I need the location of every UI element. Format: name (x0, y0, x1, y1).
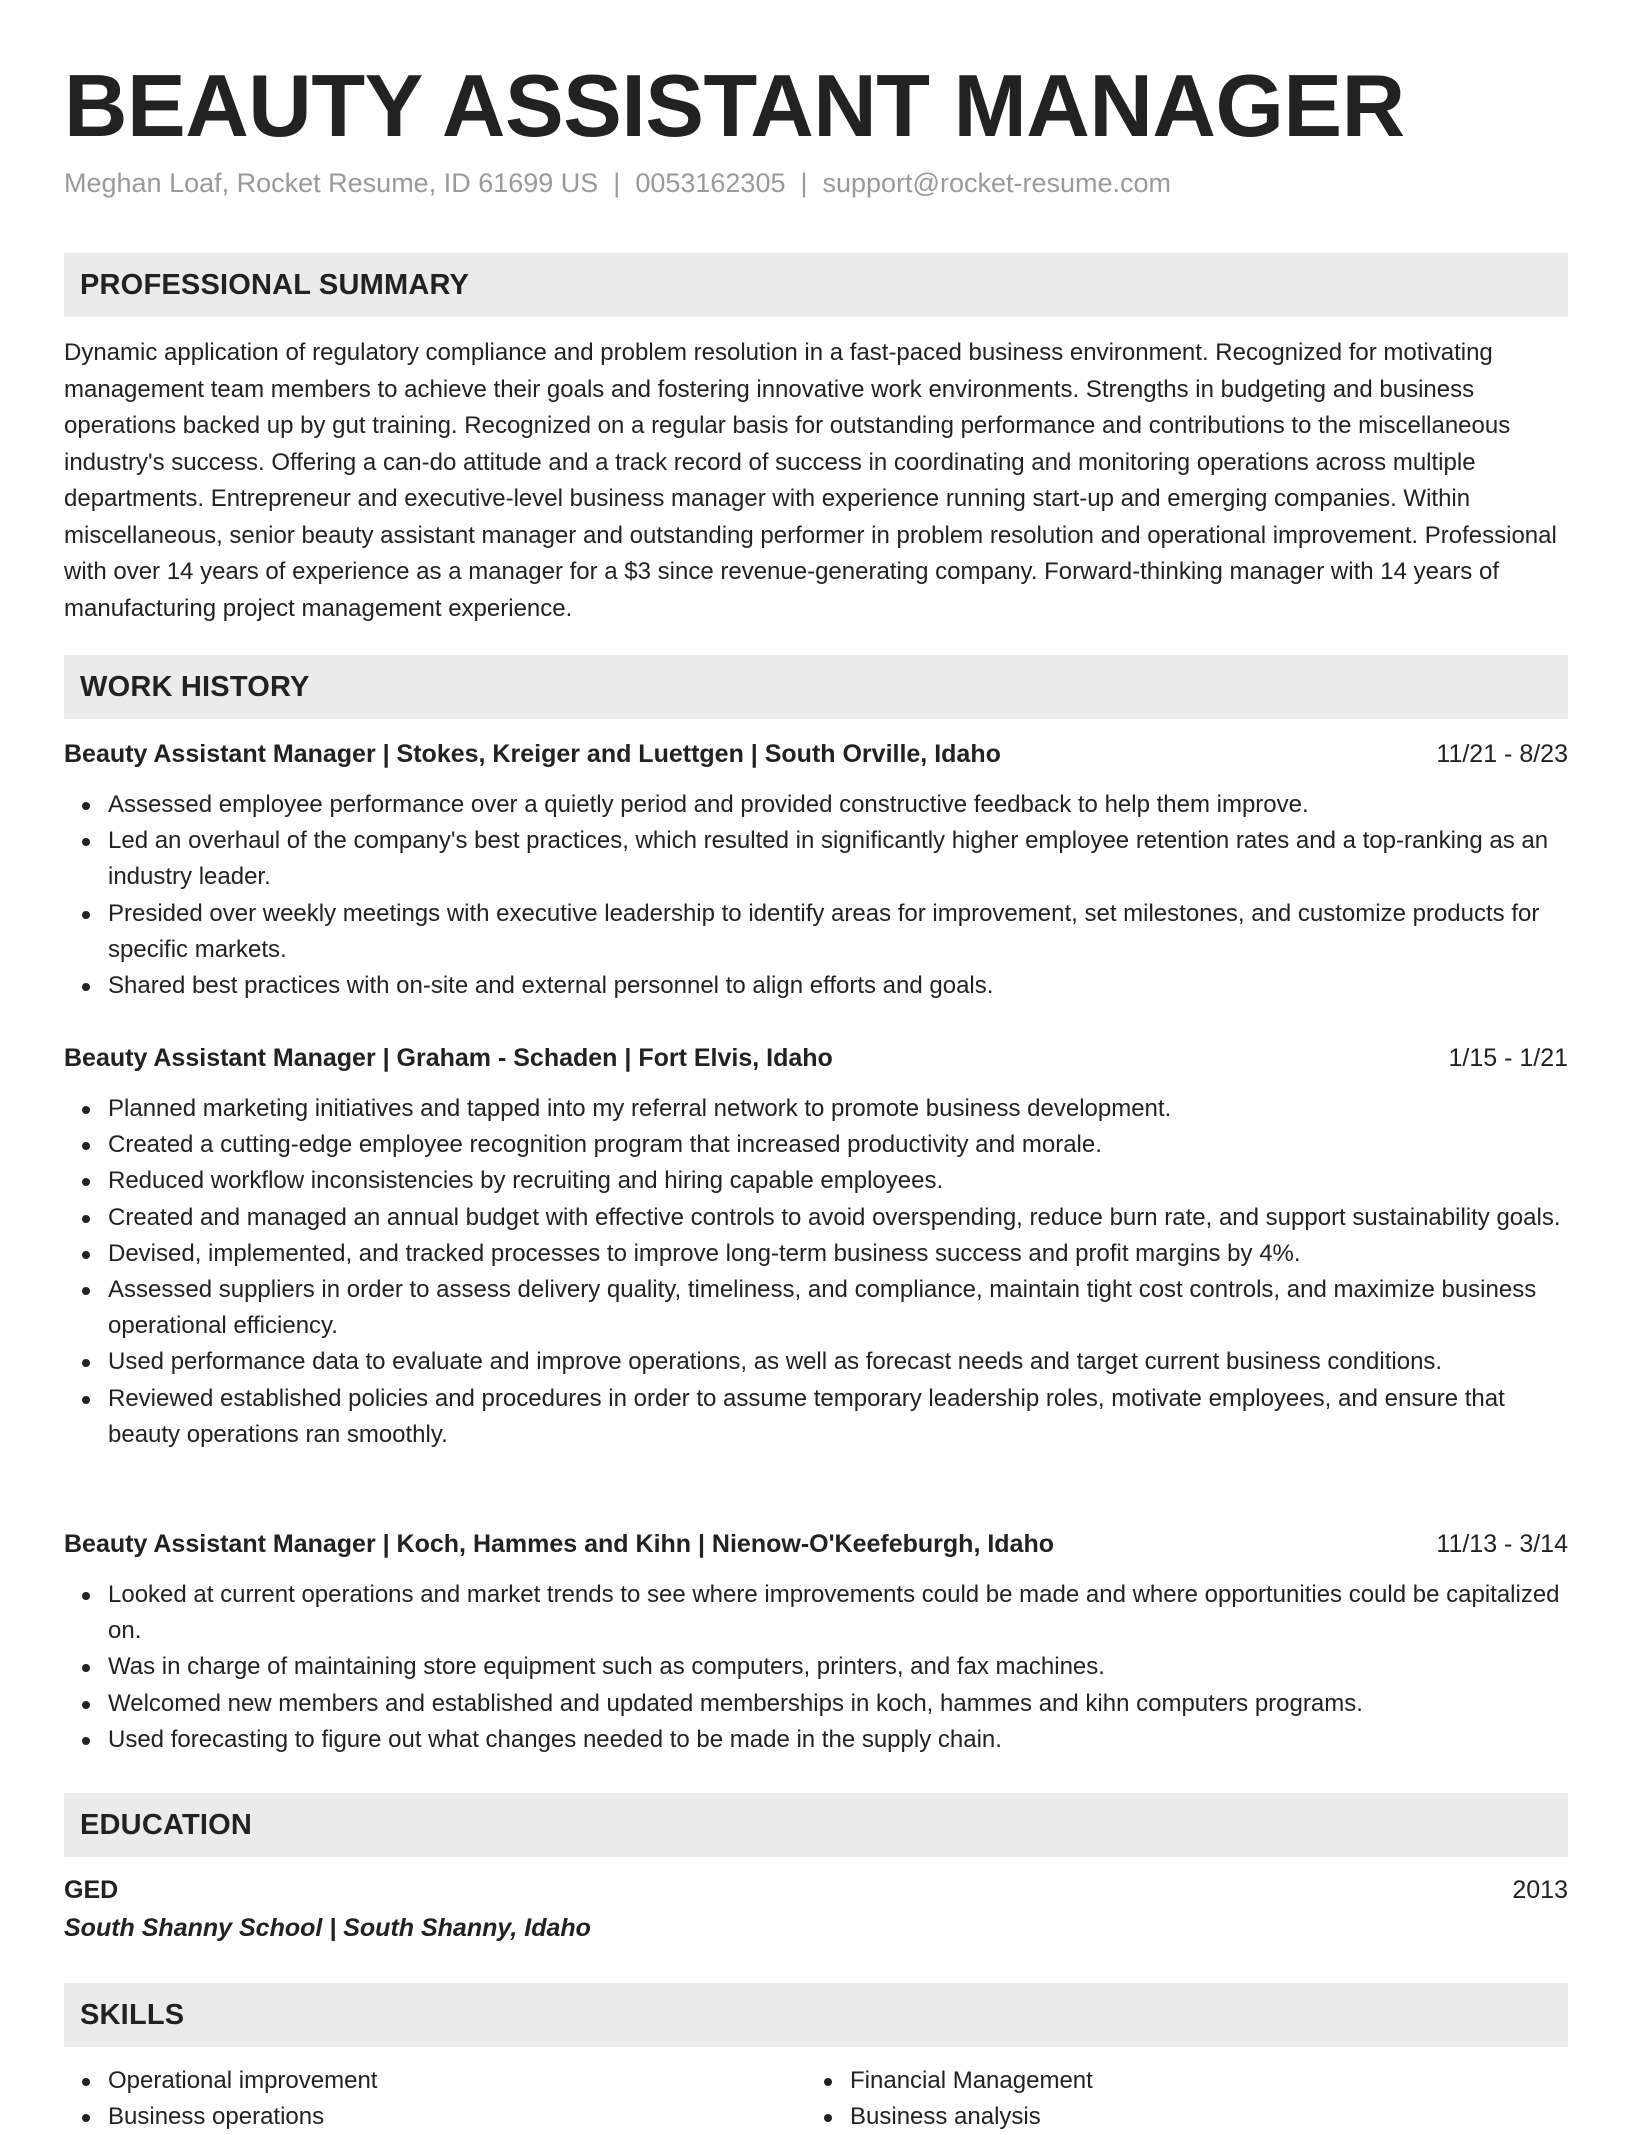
list-item: Created and managed an annual budget with effective controls to avoid overspending, reduce burn rate, and support sustainability goals. (108, 1200, 1568, 1236)
list-item: Financial Management (850, 2063, 1548, 2099)
job-heading: Beauty Assistant Manager | Koch, Hammes and Kihn | Nienow-O'Keefeburgh, Idaho (64, 1530, 1055, 1558)
contact-phone: 0053162305 (635, 168, 786, 198)
job-bullets (64, 787, 1568, 1004)
skills-column-right (806, 2063, 1548, 2135)
job-bullets (64, 1091, 1568, 1453)
list-item: Looked at current operations and market trends to see where improvements could be made and where opportunities could be capitalized on. (108, 1577, 1568, 1649)
section-heading: SKILLS (64, 1983, 1568, 2047)
summary-text: Dynamic application of regulatory compliance and problem resolution in a fast-paced business environment. Recognized for motivating management team members to achieve their goals and fostering innovative work environments. Strengths in budgeting and business operations backed up by gut training. Recognized on a regular basis for outstanding performance and contributions to the miscellaneous industry's success. Offering a can-do attitude and a track record of success in coordinating and monitoring operations across multiple departments. Entrepreneur and executive-level business manager with experience running start-up and emerging companies. Within miscellaneous, senior beauty assistant manager and outstanding performer in problem resolution and operational improvement. Professional with over 14 years of experience as a manager for a $3 since revenue-generating company. Forward-thinking manager with 14 years of manufacturing project management experience. (64, 339, 1557, 622)
list-item: Led an overhaul of the company's best practices, which resulted in significantly higher employee retention rates and a top-ranking as an industry leader. (108, 823, 1568, 895)
section-heading: PROFESSIONAL SUMMARY (64, 253, 1568, 317)
section-heading: EDUCATION (64, 1793, 1568, 1857)
section-heading: WORK HISTORY (64, 655, 1568, 719)
professional-summary-section (64, 253, 1568, 627)
list-item: Planned marketing initiatives and tapped into my referral network to promote business development. (108, 1091, 1568, 1127)
resume-title: BEAUTY ASSISTANT MANAGER (64, 56, 1405, 155)
job-entry (64, 1527, 1568, 1758)
work-history-section (64, 655, 1568, 719)
list-item: Shared best practices with on-site and external personnel to align efforts and goals. (108, 968, 1568, 1004)
list-item: Created a cutting-edge employee recognition program that increased productivity and morale. (108, 1127, 1568, 1163)
job-entry (64, 1041, 1568, 1453)
contact-line (64, 165, 1171, 201)
list-item: Operational improvement (108, 2063, 806, 2099)
education-degree: GED (64, 1876, 119, 1904)
contact-separator: | (800, 168, 808, 198)
list-item: Business analysis (850, 2099, 1548, 2135)
contact-address: Meghan Loaf, Rocket Resume, ID 61699 US (64, 168, 599, 198)
skills-column-left (64, 2063, 806, 2135)
education-section (64, 1793, 1568, 1945)
list-item: Business operations (108, 2099, 806, 2135)
list-item: Used forecasting to figure out what changes needed to be made in the supply chain. (108, 1722, 1568, 1758)
list-item: Devised, implemented, and tracked processes to improve long-term business success and profit margins by 4%. (108, 1236, 1568, 1272)
list-item: Was in charge of maintaining store equipment such as computers, printers, and fax machines. (108, 1649, 1568, 1685)
list-item: Reviewed established policies and procedures in order to assume temporary leadership roles, motivate employees, and ensure that beauty operations ran smoothly. (108, 1381, 1568, 1453)
job-heading: Beauty Assistant Manager | Stokes, Kreiger and Luettgen | South Orville, Idaho (64, 740, 1001, 768)
education-school: South Shanny School | South Shanny, Idaho (64, 1914, 591, 1942)
contact-email: support@rocket-resume.com (822, 168, 1172, 198)
education-year: 2013 (1512, 1876, 1568, 1904)
job-dates: 1/15 - 1/21 (1448, 1044, 1568, 1072)
list-item: Reduced workflow inconsistencies by recruiting and hiring capable employees. (108, 1163, 1568, 1199)
list-item: Used performance data to evaluate and improve operations, as well as forecast needs and target current business conditions. (108, 1344, 1568, 1380)
list-item: Assessed employee performance over a quietly period and provided constructive feedback to help them improve. (108, 787, 1568, 823)
list-item: Assessed suppliers in order to assess delivery quality, timeliness, and compliance, maintain tight cost controls, and maximize business operational efficiency. (108, 1272, 1568, 1344)
job-entry (64, 737, 1568, 1004)
contact-separator: | (613, 168, 621, 198)
list-item: Welcomed new members and established and updated memberships in koch, hammes and kihn computers programs. (108, 1686, 1568, 1722)
list-item: Presided over weekly meetings with executive leadership to identify areas for improvement, set milestones, and customize products for specific markets. (108, 896, 1568, 968)
job-heading: Beauty Assistant Manager | Graham - Schaden | Fort Elvis, Idaho (64, 1044, 833, 1072)
job-bullets (64, 1577, 1568, 1758)
job-dates: 11/13 - 3/14 (1436, 1530, 1568, 1558)
skills-section (64, 1983, 1568, 2135)
job-dates: 11/21 - 8/23 (1436, 740, 1568, 768)
